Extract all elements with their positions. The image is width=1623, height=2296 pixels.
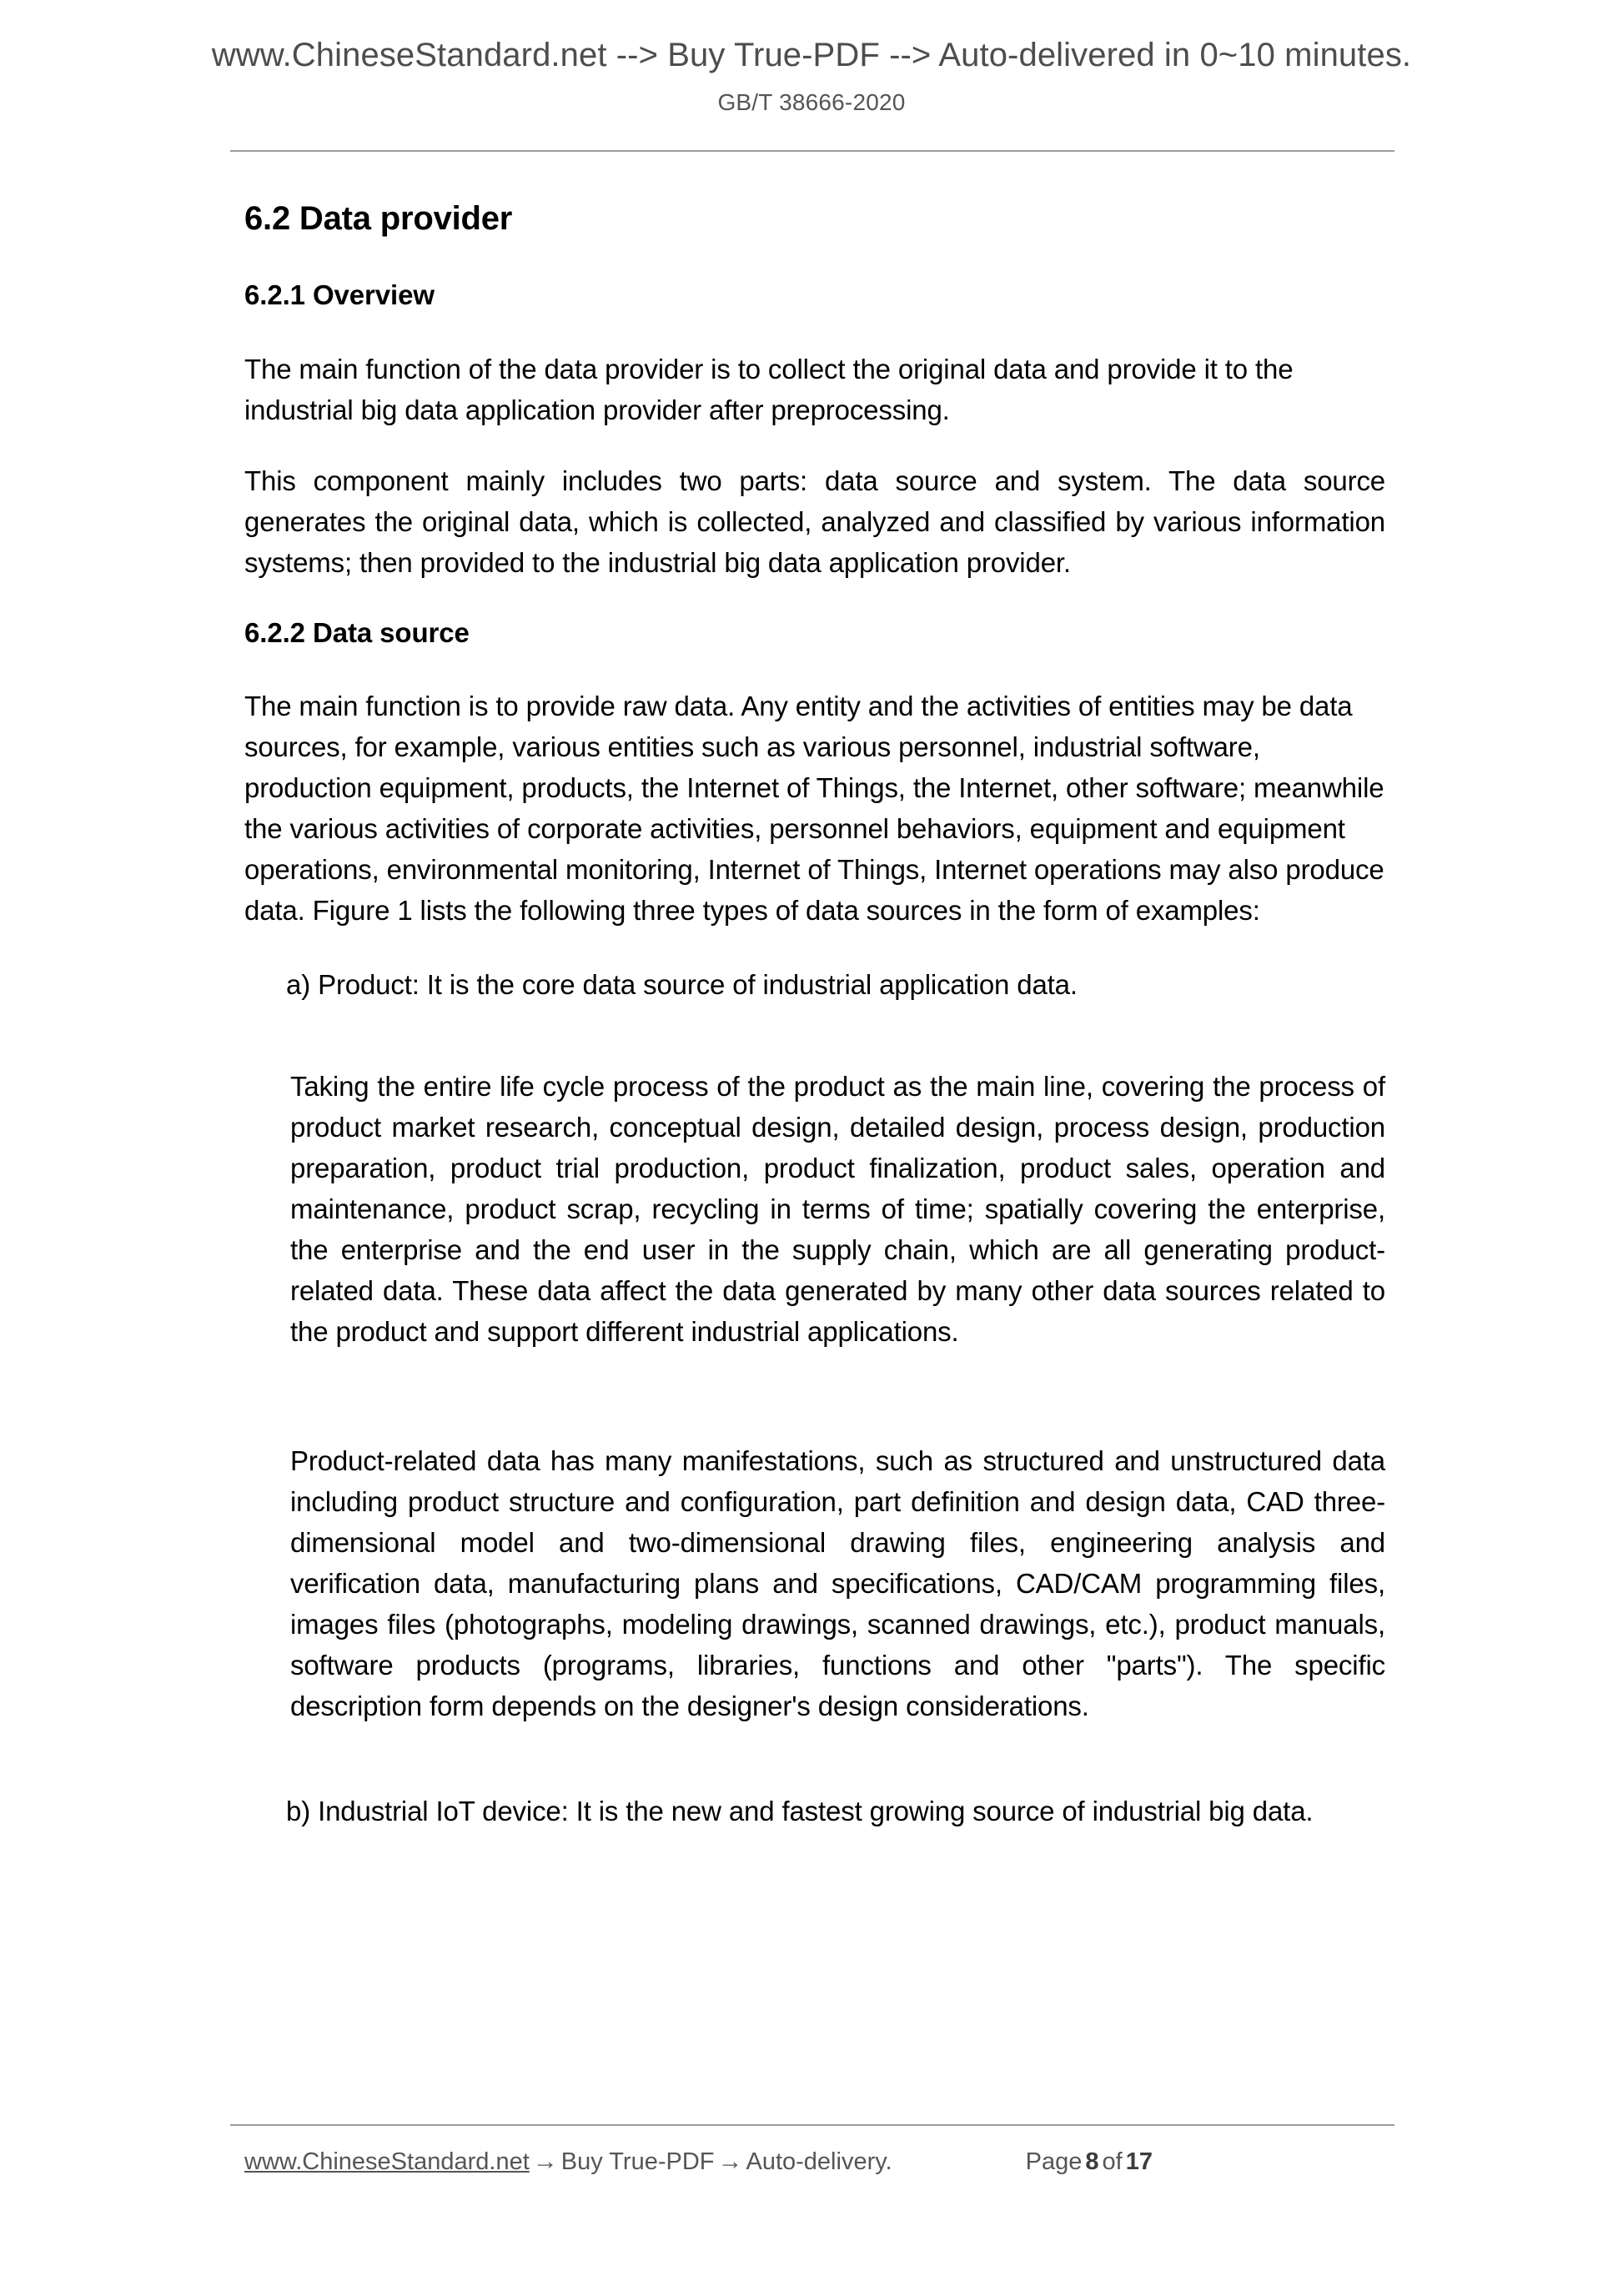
footer-buy-text: Buy True-PDF <box>560 2148 715 2175</box>
spacer <box>244 1379 1385 1413</box>
paragraph-product-lifecycle: Taking the entire life cycle process of the product as the main line, covering the process of product market research, conceptual design, detailed design, process design, production preparation, product trial production, product finalization, product sales, operation and maintenance, product scrap, recycling in terms of time; spatially covering the enterprise, the enterprise and the end user in the supply chain, which are all generating product-related data. These data affect the data generated by many other data sources related to the product and support different industrial applications. <box>290 1071 1385 1348</box>
list-item-a-text: Product: It is the core data source of industrial application data. <box>318 969 1078 1001</box>
list-item <box>244 964 1385 1005</box>
list-item-b-content <box>286 1791 1385 1831</box>
paragraph-product-related-data: Product-related data has many manifestations, such as structured and unstructured data including product structure and configuration, part definition and design data, CAD three-dimensional model and two-dimensional drawing files, engineering analysis and verification data, manufacturing plans and specifications, CAD/CAM programming files, images files (photographs, modeling drawings, scanned drawings, etc.), product manuals, software products (programs, libraries, functions and other "parts"). The specific description form depends on the designer's design considerations. <box>290 1445 1385 1722</box>
list-marker-b: b) <box>286 1796 311 1827</box>
list-item-a-content <box>286 964 1385 1005</box>
paragraph-data-source-1: The main function is to provide raw data. Any entity and the activities of entities may be data sources, for example, various entities such as various personnel, industrial software, production equipment, products, the Internet of Things, the Internet, other software; meanwhile the various activities of corporate activities, personnel behaviors, equipment and equipment operations, environmental monitoring, Internet of Things, Internet operations may also produce data. Figure 1 lists the following three types of data sources in the form of examples: <box>244 691 1384 927</box>
spacer <box>244 430 1385 460</box>
spacer <box>244 1005 1385 1038</box>
subsection-heading-data-source: 6.2.2 Data source <box>244 616 470 648</box>
of-label: of <box>1102 2148 1123 2175</box>
paragraph-overview-1: The main function of the data provider is to collect the original data and provide it to the industrial big data application provider after preprocessing. <box>244 353 1294 425</box>
page-indicator <box>1026 2147 1156 2178</box>
page-label: Page <box>1025 2148 1083 2175</box>
page-header <box>0 37 1623 116</box>
total-page-count: 17 <box>1125 2148 1153 2175</box>
header-promo-text: www.ChineseStandard.net --> Buy True-PDF --> Auto-delivered in 0~10 minutes. <box>211 37 1412 73</box>
subsection-heading-overview: 6.2.1 Overview <box>244 279 435 310</box>
page-footer <box>244 2145 1395 2178</box>
footer-promo <box>244 2145 892 2178</box>
paragraph-overview-2: This component mainly includes two parts: data source and system. The data source generates the original data, which is collected, analyzed and classified by various information systems; then provided to the industrial big data application provider. <box>244 465 1385 578</box>
spacer <box>244 931 1385 964</box>
arrow-right-icon: → <box>532 2148 558 2175</box>
list-marker-a: a) <box>286 969 311 1001</box>
spacer <box>244 583 1385 616</box>
spacer <box>244 1754 1385 1791</box>
document-content <box>244 198 1385 1831</box>
spacer <box>244 312 1385 349</box>
page-title: 6.2 Data provider <box>244 200 513 237</box>
spacer <box>244 239 1385 279</box>
footer-divider <box>230 2124 1394 2126</box>
current-page-number: 8 <box>1085 2148 1099 2175</box>
spacer <box>244 649 1385 686</box>
standard-number: GB/T 38666-2020 <box>717 89 906 115</box>
list-item-b-text: Industrial IoT device: It is the new and fastest growing source of industrial big data. <box>318 1796 1314 1827</box>
arrow-right-icon: → <box>717 2148 743 2175</box>
footer-delivery-text: Auto-delivery. <box>746 2148 892 2175</box>
header-divider <box>230 150 1394 152</box>
list-item <box>244 1791 1385 1831</box>
footer-website-link[interactable]: www.ChineseStandard.net <box>244 2148 530 2175</box>
